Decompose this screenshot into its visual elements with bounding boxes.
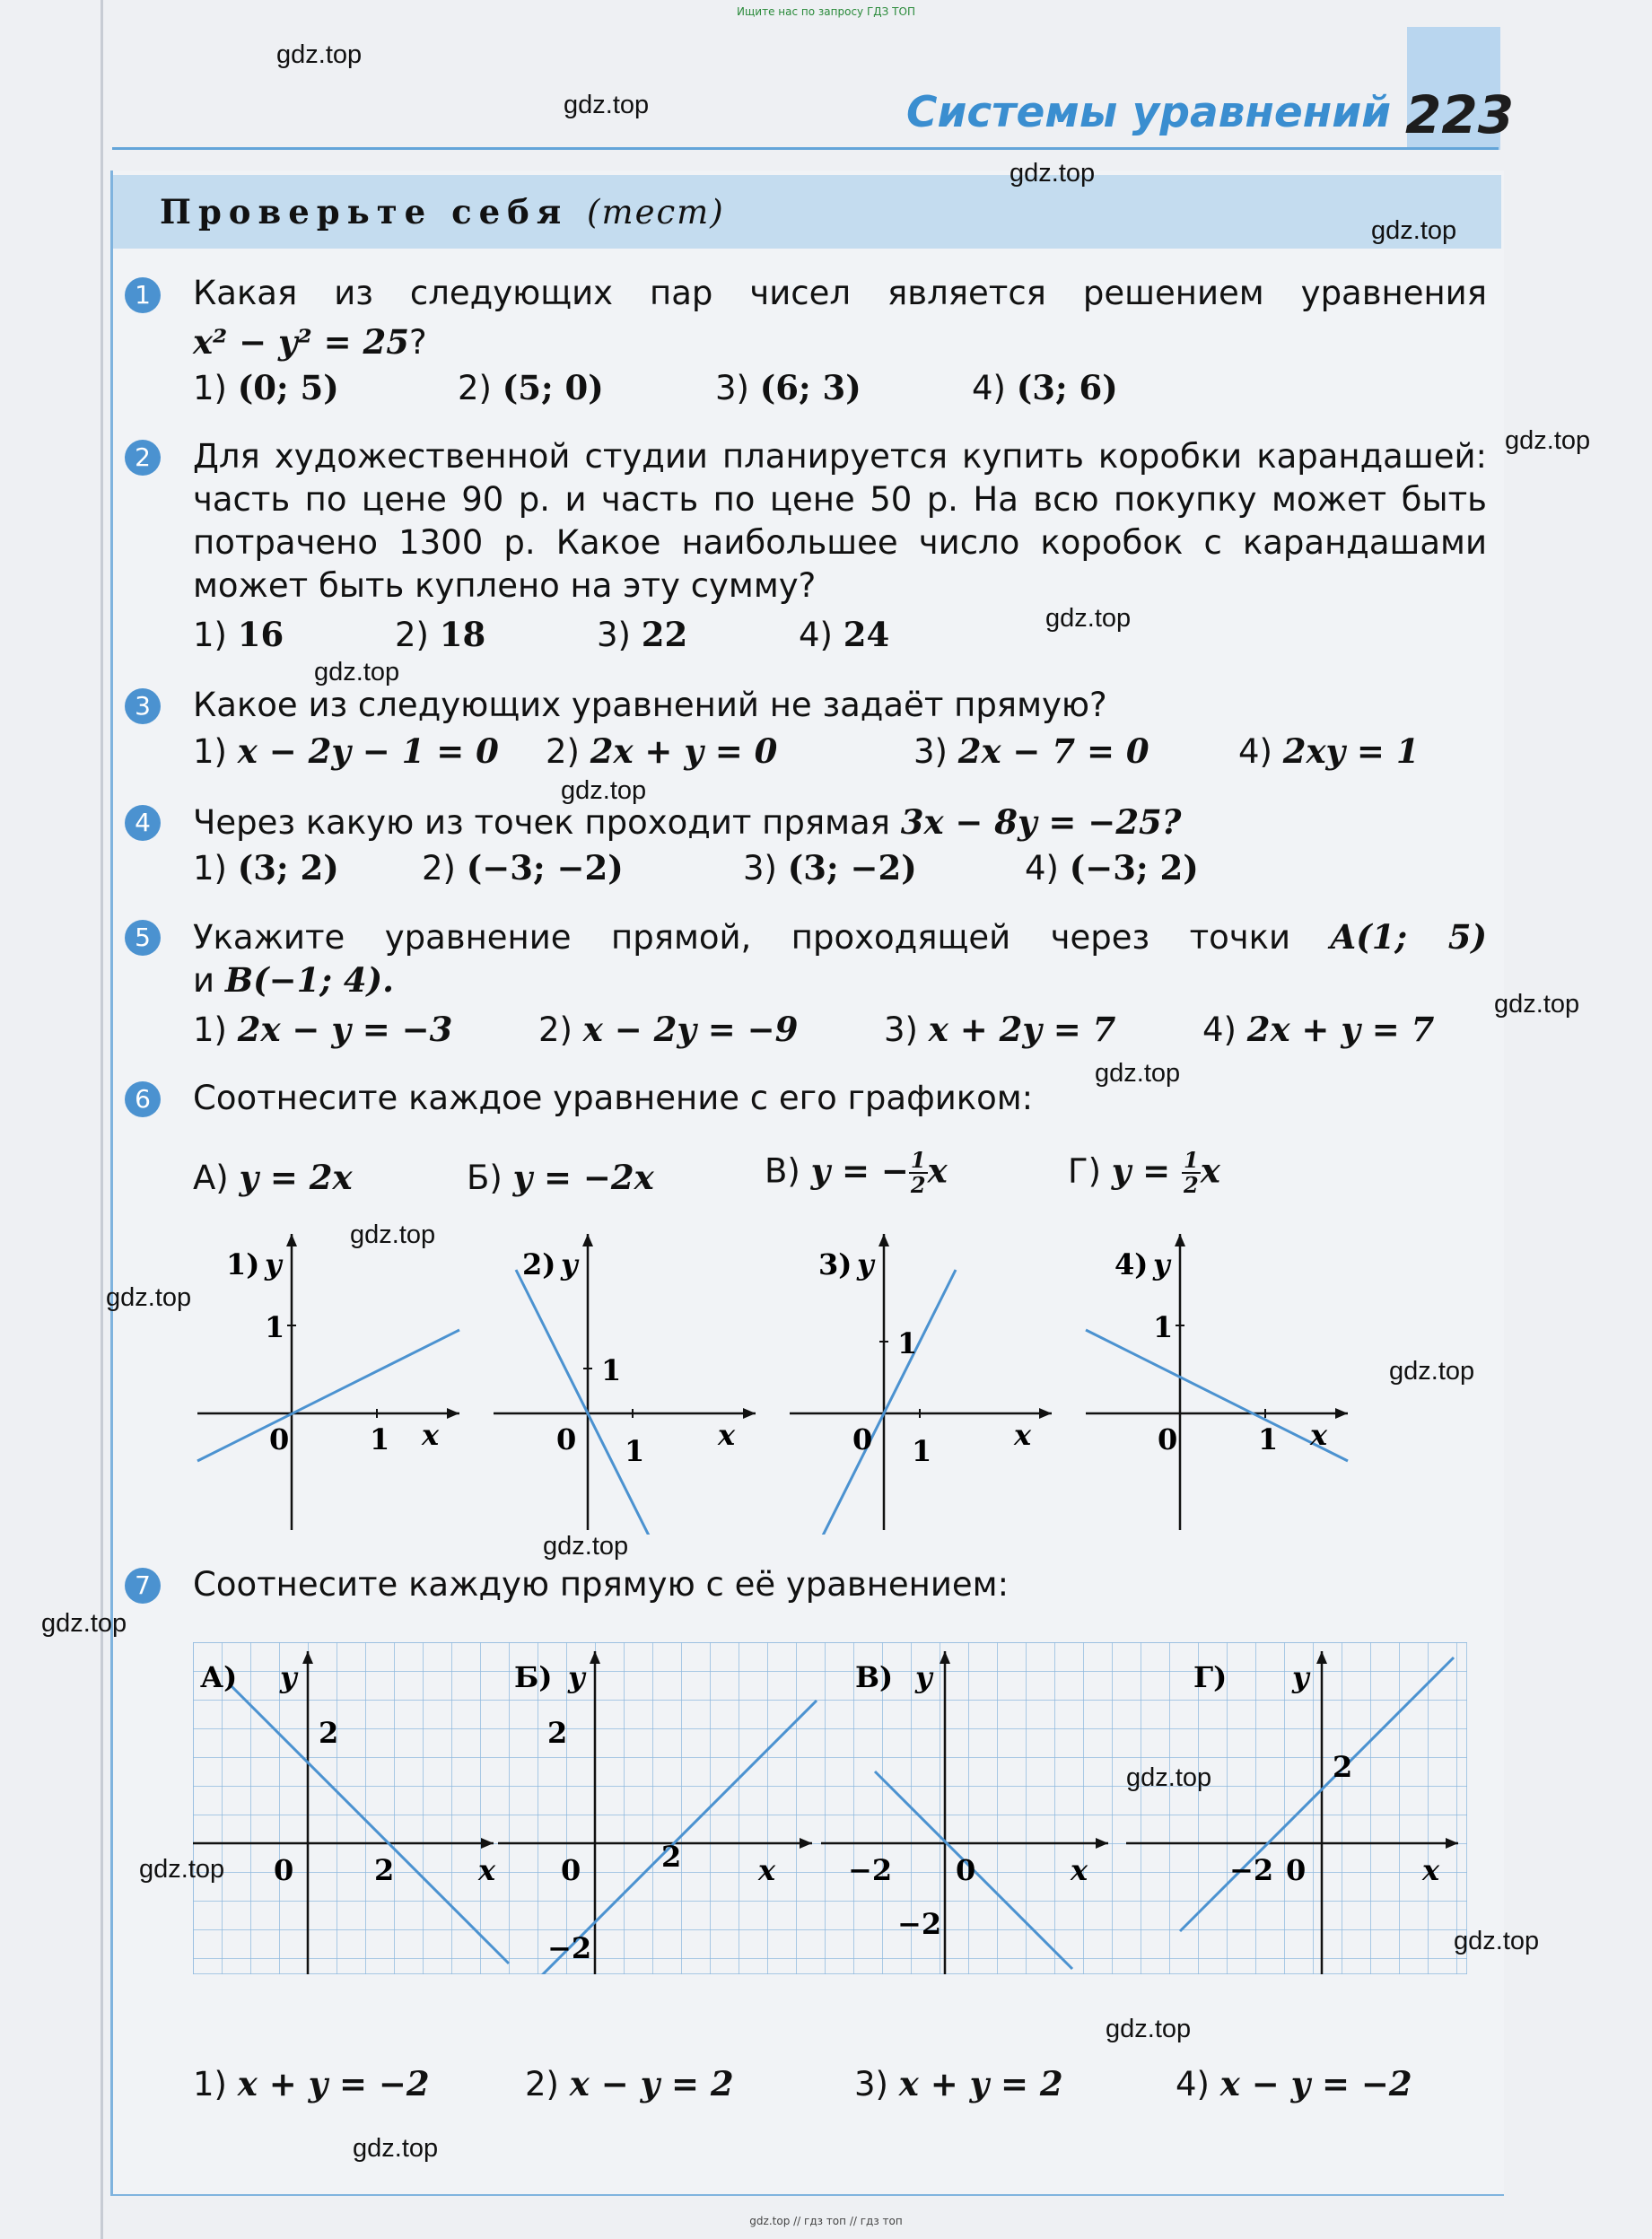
q6-equation-b: Б) y = −2x	[467, 1158, 654, 1197]
test-title: Проверьте себя (тест)	[160, 192, 725, 232]
watermark: gdz.top	[276, 40, 363, 69]
q6-graph-3	[790, 1234, 1052, 1535]
q6-equation-d: Г) y = $\frac{1}{2}$ x	[1068, 1147, 1220, 1198]
q7-option-3[interactable]: 3) x + y = 2	[854, 2064, 1063, 2103]
svg-text:Г): Г)	[1193, 1660, 1228, 1694]
svg-text:0: 0	[1286, 1853, 1307, 1887]
question-2-line-3: потрачено 1300 р. Какое наибольшее число коробок с карандашами	[193, 523, 1487, 562]
watermark: gdz.top	[350, 1220, 436, 1249]
watermark: gdz.top	[561, 776, 647, 805]
svg-text:x: x	[478, 1853, 496, 1887]
question-7-text: Соотнесите каждую прямую с её уравнением:	[193, 1565, 1010, 1604]
svg-text:y: y	[265, 1247, 282, 1281]
watermark: gdz.top	[1505, 426, 1591, 455]
question-4-text: Через какую из точек проходит прямая 3x − 8y = −25?	[193, 802, 1182, 842]
svg-text:2: 2	[319, 1716, 339, 1750]
svg-text:0: 0	[1158, 1422, 1178, 1456]
svg-text:y: y	[1153, 1247, 1170, 1281]
top-banner: Ищите нас по запросу ГДЗ ТОП	[737, 5, 915, 18]
bottom-banner: gdz.top // гдз топ // гдз топ	[749, 2215, 903, 2227]
question-5-line-2: и B(−1; 4).	[193, 960, 395, 1000]
q1-option-2[interactable]: 2) (5; 0)	[458, 368, 604, 407]
svg-text:−2: −2	[547, 1931, 592, 1965]
watermark: gdz.top	[41, 1609, 127, 1638]
svg-text:y: y	[1292, 1660, 1309, 1694]
watermark: gdz.top	[106, 1283, 192, 1312]
svg-text:1: 1	[1153, 1310, 1174, 1344]
svg-text:x: x	[422, 1418, 440, 1452]
question-6-text: Соотнесите каждое уравнение с его графиком:	[193, 1079, 1034, 1117]
watermark: gdz.top	[1126, 1763, 1212, 1792]
q7-option-1[interactable]: 1) x + y = −2	[193, 2064, 430, 2103]
svg-text:x: x	[718, 1418, 736, 1452]
watermark: gdz.top	[1371, 216, 1457, 245]
question-number-6: 6	[125, 1081, 161, 1117]
q2-option-1[interactable]: 1) 16	[193, 615, 284, 654]
svg-text:4): 4)	[1114, 1247, 1149, 1281]
q7-option-2[interactable]: 2) x − y = 2	[525, 2064, 734, 2103]
q4-option-1[interactable]: 1) (3; 2)	[193, 848, 339, 888]
svg-text:y: y	[915, 1660, 932, 1694]
question-2-line-2: часть по цене 90 р. и часть по цене 50 р. На всю покупку может быть	[193, 480, 1487, 519]
question-1-text: Какая из следующих пар чисел является решением уравнения	[193, 274, 1487, 312]
graph-label: 1)	[226, 1247, 260, 1281]
q3-option-3[interactable]: 3) 2x − 7 = 0	[913, 731, 1149, 771]
question-number-5: 5	[125, 920, 161, 956]
svg-text:В): В)	[855, 1660, 894, 1694]
q6-graph-4	[1086, 1234, 1348, 1530]
q3-option-2[interactable]: 2) 2x + y = 0	[546, 731, 778, 771]
svg-text:1: 1	[601, 1353, 622, 1387]
svg-text:0: 0	[274, 1853, 294, 1887]
q6-graph-1	[197, 1229, 459, 1535]
question-number-4: 4	[125, 805, 161, 841]
svg-text:−2: −2	[1229, 1853, 1274, 1887]
watermark: gdz.top	[1106, 2015, 1192, 2043]
page-number: 223	[1405, 84, 1515, 145]
q7-graphs	[193, 1642, 1467, 1974]
svg-text:1: 1	[625, 1434, 645, 1468]
q4-option-4[interactable]: 4) (−3; 2)	[1025, 848, 1199, 888]
svg-text:2: 2	[374, 1853, 395, 1887]
svg-text:А): А)	[200, 1660, 238, 1694]
watermark: gdz.top	[1454, 1927, 1540, 1955]
q6-equation-a: А) y = 2x	[193, 1158, 353, 1197]
question-2-line-4: может быть куплено на эту сумму?	[193, 566, 817, 605]
q6-graph-2	[494, 1234, 756, 1535]
q4-option-3[interactable]: 3) (3; −2)	[743, 848, 917, 888]
question-number-3: 3	[125, 688, 161, 724]
q1-option-1[interactable]: 1) (0; 5)	[193, 368, 339, 407]
watermark: gdz.top	[564, 91, 650, 119]
graph-line	[197, 1330, 459, 1461]
svg-text:Б): Б)	[514, 1660, 553, 1694]
svg-text:x: x	[758, 1853, 776, 1887]
svg-text:1: 1	[370, 1422, 390, 1456]
watermark: gdz.top	[353, 2134, 439, 2163]
q5-option-4[interactable]: 4) 2x + y = 7	[1202, 1010, 1435, 1049]
svg-text:0: 0	[852, 1422, 873, 1456]
svg-text:2): 2)	[522, 1247, 556, 1281]
q7-option-4[interactable]: 4) x − y = −2	[1176, 2064, 1412, 2103]
q1-option-4[interactable]: 4) (3; 6)	[972, 368, 1118, 407]
watermark: gdz.top	[1095, 1059, 1181, 1088]
watermark: gdz.top	[139, 1855, 225, 1884]
svg-text:3): 3)	[818, 1247, 852, 1281]
chapter-title: Системы уравнений	[906, 88, 1392, 137]
q3-option-1[interactable]: 1) x − 2y − 1 = 0	[193, 731, 499, 771]
svg-text:1: 1	[912, 1434, 932, 1468]
watermark: gdz.top	[1010, 159, 1096, 188]
svg-text:y: y	[561, 1247, 578, 1281]
question-number-1: 1	[125, 277, 161, 313]
q5-option-2[interactable]: 2) x − 2y = −9	[538, 1010, 799, 1049]
question-number-7: 7	[125, 1568, 161, 1604]
svg-text:x: x	[1014, 1418, 1032, 1452]
question-5-line-1: Укажите уравнение прямой, проходящей через точки A(1; 5)	[193, 917, 1488, 957]
svg-text:x: x	[1071, 1853, 1088, 1887]
page-edge	[101, 0, 103, 2239]
svg-text:x: x	[1310, 1418, 1328, 1452]
watermark: gdz.top	[1494, 990, 1580, 1019]
svg-text:x: x	[1422, 1853, 1440, 1887]
svg-text:−2: −2	[897, 1907, 942, 1941]
q5-option-3[interactable]: 3) x + 2y = 7	[884, 1010, 1116, 1049]
q3-option-4[interactable]: 4) 2xy = 1	[1238, 731, 1420, 771]
watermark: gdz.top	[314, 658, 400, 687]
svg-text:0: 0	[956, 1853, 976, 1887]
svg-text:0: 0	[561, 1853, 581, 1887]
svg-text:y: y	[568, 1660, 585, 1694]
watermark: gdz.top	[543, 1532, 629, 1561]
svg-text:1: 1	[265, 1310, 285, 1344]
question-2-line-1: Для художественной студии планируется купить коробки карандашей:	[193, 437, 1487, 476]
header-line	[112, 147, 1499, 150]
svg-text:2: 2	[661, 1840, 682, 1874]
question-number-2: 2	[125, 440, 161, 476]
svg-text:y: y	[857, 1247, 874, 1281]
svg-text:2: 2	[1333, 1750, 1353, 1784]
q4-option-2[interactable]: 2) (−3; −2)	[422, 848, 624, 888]
q6-graphs	[179, 1229, 1481, 1535]
svg-text:0: 0	[269, 1422, 290, 1456]
svg-text:y: y	[280, 1660, 297, 1694]
q2-option-4[interactable]: 4) 24	[799, 615, 890, 654]
q1-option-3[interactable]: 3) (6; 3)	[715, 368, 861, 407]
q5-option-1[interactable]: 1) 2x − y = −3	[193, 1010, 453, 1049]
q6-equation-c: В) y = − $\frac{1}{2}$ x	[765, 1147, 948, 1198]
svg-text:1: 1	[1258, 1422, 1279, 1456]
question-3-text: Какое из следующих уравнений не задаёт прямую?	[193, 686, 1107, 724]
watermark: gdz.top	[1389, 1357, 1475, 1386]
svg-text:−2: −2	[848, 1853, 893, 1887]
question-1-equation: x² − y² = 25?	[193, 322, 427, 362]
svg-text:0: 0	[556, 1422, 577, 1456]
q2-option-2[interactable]: 2) 18	[395, 615, 486, 654]
q2-option-3[interactable]: 3) 22	[597, 615, 688, 654]
graph-line	[1086, 1330, 1348, 1461]
svg-text:2: 2	[547, 1716, 568, 1750]
watermark: gdz.top	[1045, 604, 1132, 633]
svg-text:1: 1	[897, 1326, 918, 1360]
